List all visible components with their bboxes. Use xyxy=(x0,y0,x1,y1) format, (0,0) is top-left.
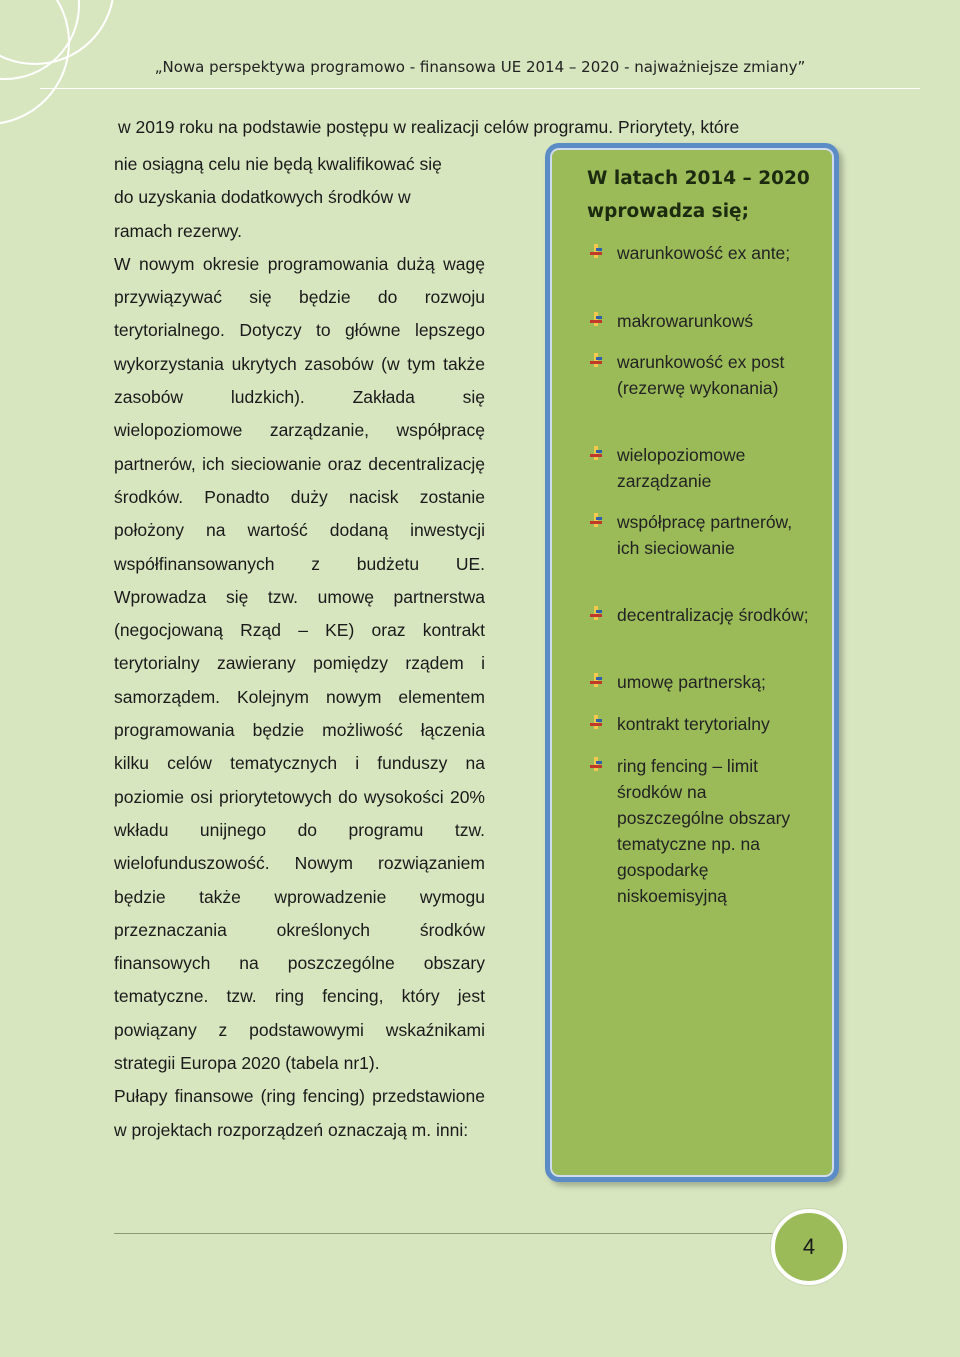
body-paragraph: W nowym okresie programowania dużą wagę przywiązywać się będzie do rozwoju terytorialnego. Dotyczy to główne lepszego wykorzystania ukrytych zasobów (w tym także zasobów ludzkich). Zakłada się wielopoziomowe zarządzanie, współpracę partnerów, ich sieciowanie oraz decentralizację środków. Ponadto duży nacisk zostanie położony na wartość dodaną inwestycji współfinansowanych z budżetu UE. Wprowadza się tzw. umowę partnerstwa (negocjowaną Rząd – KE) oraz kontrakt terytorialny zawierany pomiędzy rządem i samorządem. Kolejnym nowym elementem programowania będzie możliwość łączenia kilku celów tematycznych i funduszy na poziomie osi priorytetowych do wysokości 20% wkładu unijnego do programu tzw. wielofunduszowość. Nowym rozwiązaniem będzie także wprowadzenie wymogu przeznaczania określonych środków finansowych na poszczególne obszary tematyczne. tzw. ring fencing, który jest powiązany z podstawowymi wskaźnikami strategii Europa 2020 (tabela nr1). xyxy=(114,253,485,1074)
list-item xyxy=(617,308,817,334)
bullet-icon xyxy=(590,446,602,460)
list-item-text: ring fencing – limit środków na poszczególne obszary tematyczne np. na gospodarkę niskoemisyjną xyxy=(617,756,791,906)
list-item xyxy=(617,240,817,266)
sidebar-title: W latach 2014 – 2020 wprowadza się; xyxy=(587,168,810,222)
bullet-icon xyxy=(590,606,602,620)
bullet-icon xyxy=(590,244,602,258)
list-item-text: makrowarunkowś xyxy=(617,311,754,331)
list-item xyxy=(617,349,817,401)
list-item xyxy=(617,711,817,737)
body-first-line: w 2019 roku na podstawie postępu w realizacji celów programu. Priorytety, które xyxy=(118,117,740,137)
sidebar-box xyxy=(545,143,839,1182)
list-item xyxy=(617,753,817,909)
list-item xyxy=(617,669,817,695)
list-item xyxy=(617,442,817,494)
list-item-text: warunkowość ex post (rezerwę wykonania) xyxy=(617,352,785,398)
list-item-text: decentralizację środków; xyxy=(617,605,809,625)
bullet-icon xyxy=(590,513,602,527)
list-item xyxy=(617,509,817,561)
list-item-text: umowę partnerską; xyxy=(617,672,766,692)
list-item xyxy=(617,602,817,628)
bullet-icon xyxy=(590,312,602,326)
bullet-icon xyxy=(590,757,602,771)
body-text xyxy=(114,148,485,1147)
bullet-icon xyxy=(590,673,602,687)
body-paragraph: nie osiągną celu nie będą kwalifikować się do uzyskania dodatkowych środków w ramach rezerwy. xyxy=(114,154,442,241)
list-item-text: współpracę partnerów, ich sieciowanie xyxy=(617,512,793,558)
page-number: 4 xyxy=(771,1209,847,1285)
list-item-text: kontrakt terytorialny xyxy=(617,714,770,734)
bullet-icon xyxy=(590,715,602,729)
list-item-text: warunkowość ex ante; xyxy=(617,243,791,263)
bullet-icon xyxy=(590,353,602,367)
body-paragraph: Pułapy finansowe (ring fencing) przedstawione w projektach rozporządzeń oznaczają m. inni: xyxy=(114,1086,485,1140)
footer-divider xyxy=(114,1233,774,1234)
header-divider xyxy=(40,88,920,89)
page-header: „Nowa perspektywa programowo - finansowa UE 2014 – 2020 - najważniejsze zmiany” xyxy=(154,58,806,76)
list-item-text: wielopoziomowe zarządzanie xyxy=(617,445,746,491)
